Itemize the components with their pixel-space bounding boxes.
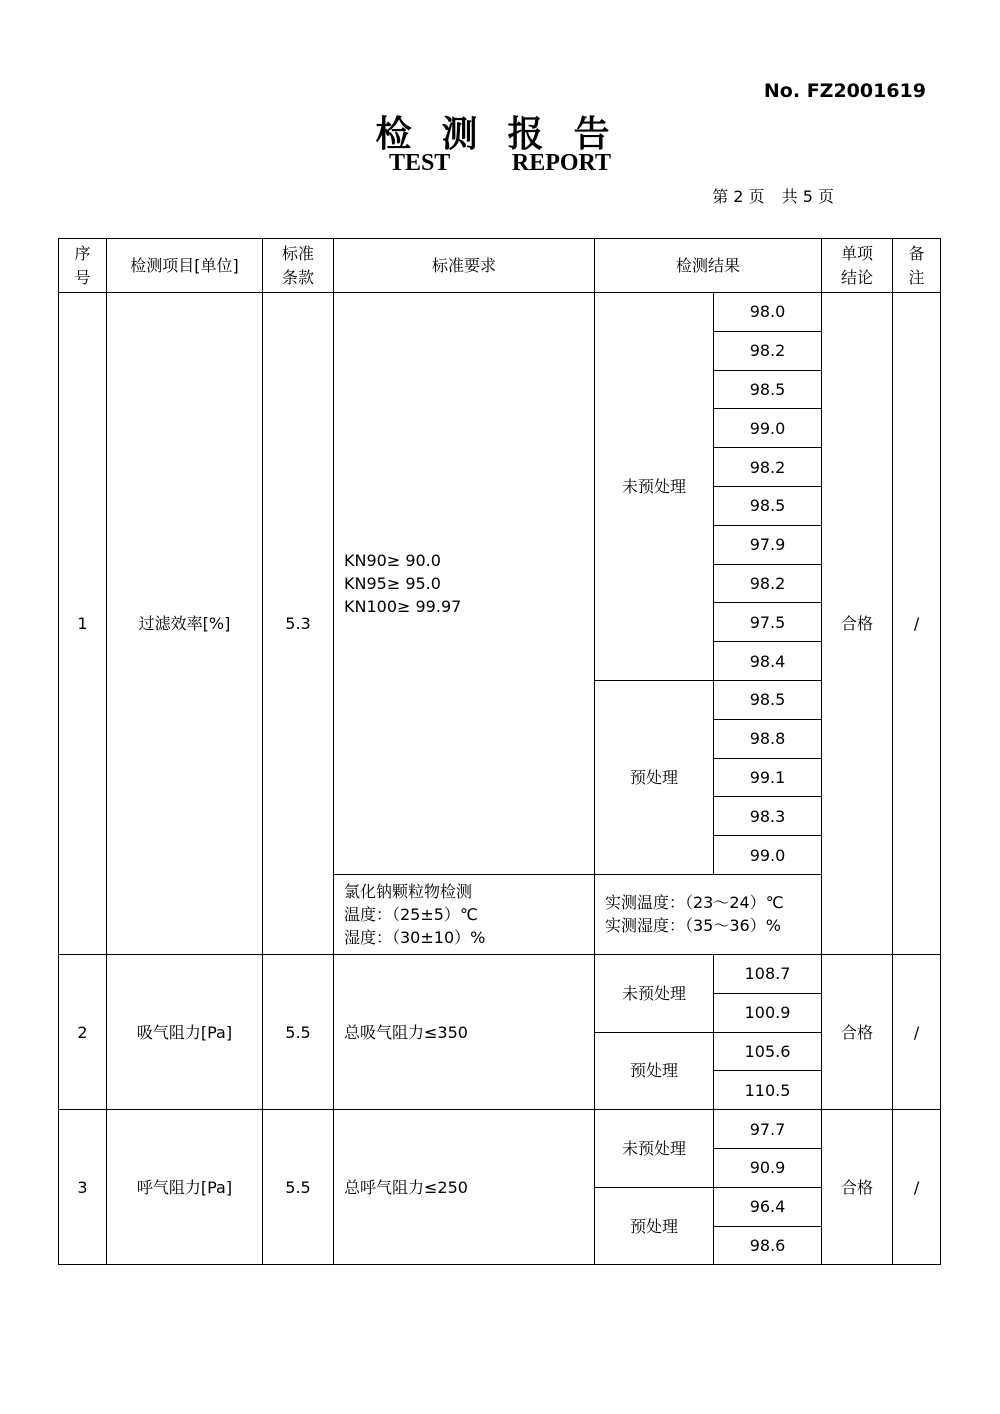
result-value: 98.4: [714, 642, 822, 681]
row1-remark: /: [893, 293, 941, 955]
table-header-row: [59, 239, 941, 293]
result-value: 98.5: [714, 486, 822, 525]
row3-remark: /: [893, 1110, 941, 1265]
header-result: 检测结果: [595, 239, 822, 293]
result-value: 97.7: [714, 1110, 822, 1149]
report-title-cn: 检测报告: [375, 114, 640, 155]
result-value: 98.2: [714, 331, 822, 370]
result-value: 99.0: [714, 836, 822, 875]
header-clause: 标准 条款: [263, 239, 334, 293]
row1-item: 过滤效率[%]: [107, 293, 263, 955]
report-number: No. FZ2001619: [763, 80, 926, 102]
row3-seq: 3: [59, 1110, 107, 1265]
row1-measured-conditions: 实测温度：（23～24）℃ 实测湿度：（35～36）%: [595, 874, 822, 954]
report-title-en: TEST REPORT: [388, 150, 612, 176]
header-seq: 序 号: [59, 239, 107, 293]
result-value: 96.4: [714, 1187, 822, 1226]
header-item: 检测项目[单位]: [107, 239, 263, 293]
row3-untreated-label: 未预处理: [595, 1110, 714, 1188]
row2-item: 吸气阻力[Pa]: [107, 954, 263, 1109]
table-row: [59, 293, 941, 332]
result-value: 108.7: [714, 954, 822, 993]
row1-untreated-label: 未预处理: [595, 293, 714, 681]
row1-requirement: KN90≥ 90.0 KN95≥ 95.0 KN100≥ 99.97: [334, 293, 595, 875]
row3-conclusion: 合格: [822, 1110, 893, 1265]
result-value: 98.5: [714, 370, 822, 409]
row3-item: 呼气阻力[Pa]: [107, 1110, 263, 1265]
header-conclusion: 单项 结论: [822, 239, 893, 293]
result-value: 99.1: [714, 758, 822, 797]
page-total: 共 5 页: [781, 187, 834, 206]
row2-remark: /: [893, 954, 941, 1109]
result-value: 98.8: [714, 719, 822, 758]
result-value: 110.5: [714, 1071, 822, 1110]
result-value: 98.2: [714, 564, 822, 603]
result-value: 90.9: [714, 1148, 822, 1187]
row2-requirement: 总吸气阻力≤350: [334, 954, 595, 1109]
header-requirement: 标准要求: [334, 239, 595, 293]
row1-seq: 1: [59, 293, 107, 955]
row1-test-conditions: 氯化钠颗粒物检测 温度：（25±5）℃ 湿度：（30±10）%: [334, 874, 595, 954]
table-row: [59, 1110, 941, 1149]
row2-untreated-label: 未预处理: [595, 954, 714, 1032]
page-indicator: [712, 184, 834, 207]
row1-treated-label: 预处理: [595, 680, 714, 874]
table-row: [59, 954, 941, 993]
result-value: 105.6: [714, 1032, 822, 1071]
result-value: 98.3: [714, 797, 822, 836]
results-table: [58, 238, 941, 1265]
result-value: 98.0: [714, 293, 822, 332]
row2-conclusion: 合格: [822, 954, 893, 1109]
result-value: 100.9: [714, 993, 822, 1032]
row2-treated-label: 预处理: [595, 1032, 714, 1110]
result-value: 97.9: [714, 525, 822, 564]
result-value: 97.5: [714, 603, 822, 642]
row3-requirement: 总呼气阻力≤250: [334, 1110, 595, 1265]
result-value: 99.0: [714, 409, 822, 448]
row1-clause: 5.3: [263, 293, 334, 955]
result-value: 98.2: [714, 448, 822, 487]
row3-treated-label: 预处理: [595, 1187, 714, 1265]
result-value: 98.6: [714, 1226, 822, 1265]
result-value: 98.5: [714, 680, 822, 719]
row1-conclusion: 合格: [822, 293, 893, 955]
row3-clause: 5.5: [263, 1110, 334, 1265]
row2-seq: 2: [59, 954, 107, 1109]
row2-clause: 5.5: [263, 954, 334, 1109]
page-current: 第 2 页: [712, 187, 765, 206]
header-remark: 备 注: [893, 239, 941, 293]
